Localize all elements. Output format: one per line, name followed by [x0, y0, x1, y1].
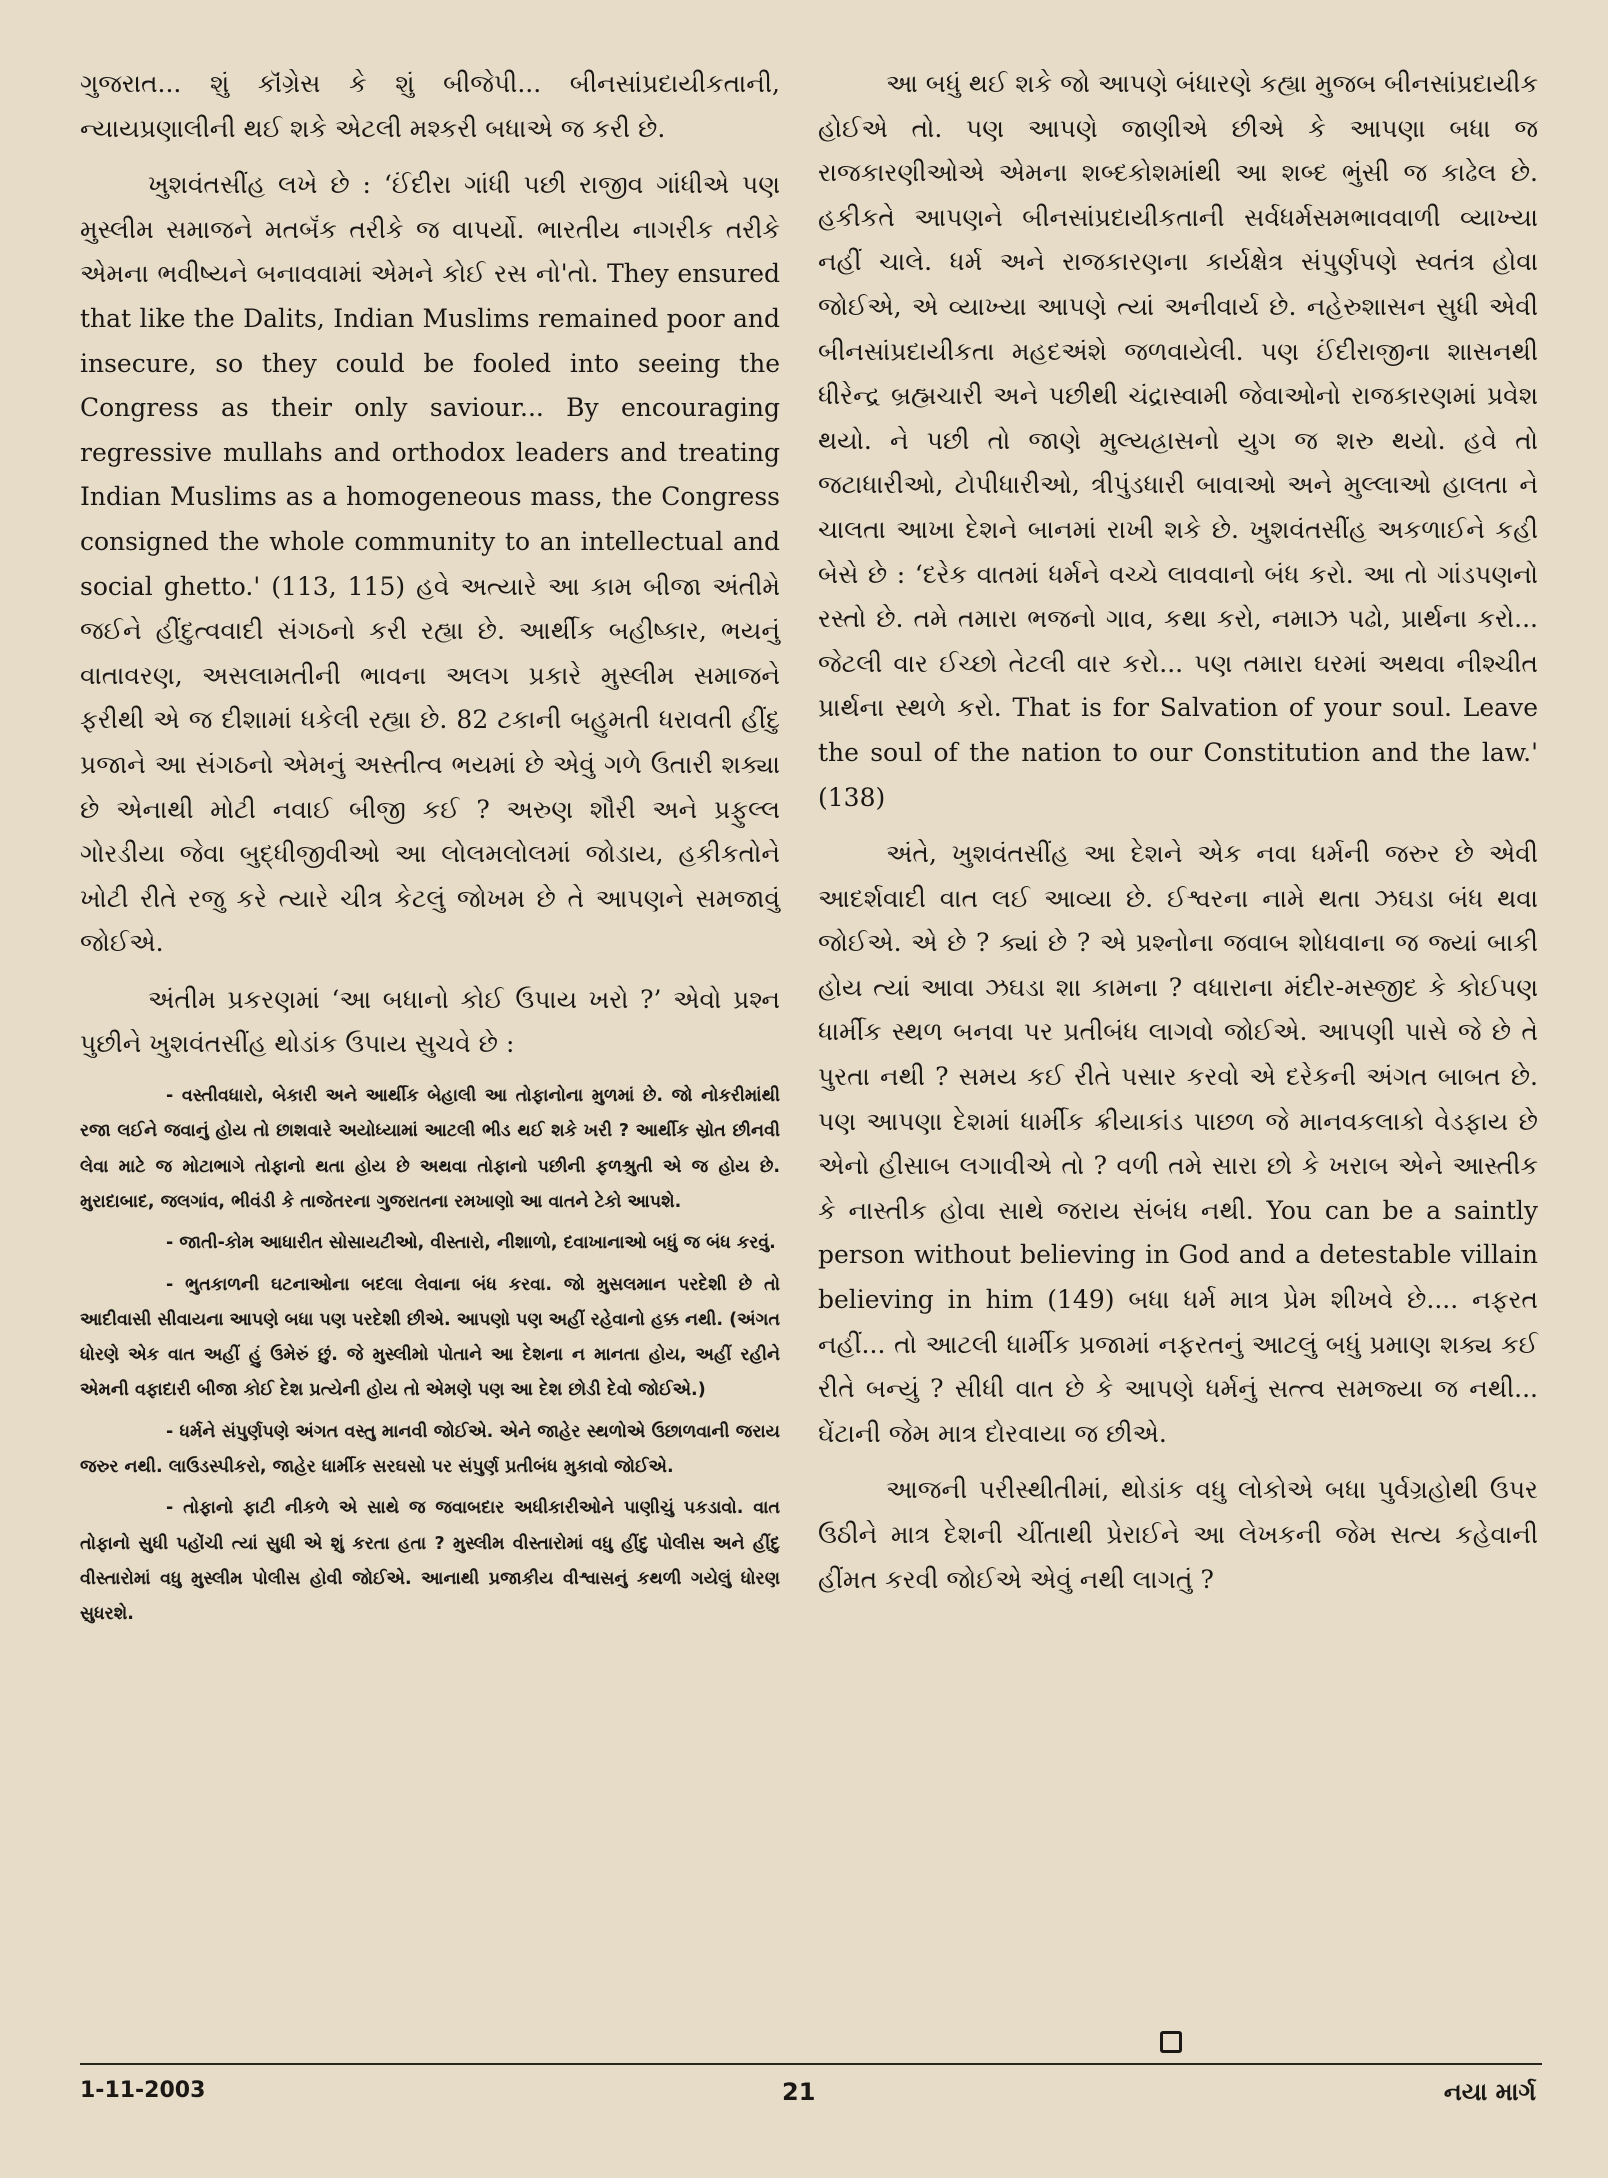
- left-paragraph-1: ગુજરાત... શું કૉંગ્રેસ કે શું બીજેપી... બીનસાંપ્રદાયીકતાની, ન્યાયપ્રણાલીની થઈ શકે એટલી મશ્કરી બધાએ જ કરી છે.: [80, 69, 780, 143]
- magazine-name: નયા માર્ગ: [1443, 2078, 1536, 2106]
- remedy-item-2: - જાતી-કોમ આધારીત સોસાયટીઓ, વીસ્તારો, નીશાળો, દવાખાનાઓ બધું જ બંધ કરવું.: [166, 1233, 776, 1254]
- page-number: 21: [782, 2078, 816, 2106]
- remedy-item-3: - ભુતકાળની ઘટનાઓના બદલા લેવાના બંધ કરવા. જો મુસલમાન પરદેશી છે તો આદીવાસી સીવાયના આપણે બધા પણ પરદેશી છીએ. આપણો પણ અહીં રહેવાનો હક્ક નથી. (અંગત ધોરણે એક વાત અહીં હું ઉમેરું છું. જે મુસ્લીમો પોતાને આ દેશના ન માનતા હોય, અહીં રહીને એમની વફાદારી બીજા કોઈ દેશ પ્રત્યેની હોય તો એમણે પણ આ દેશ છોડી દેવો જોઈએ.): [80, 1274, 780, 1401]
- right-paragraph-3: આજની પરીસ્થીતીમાં, થોડાંક વધુ લોકોએ બધા પુર્વગ્રહોથી ઉપર ઉઠીને માત્ર દેશની ચીંતાથી પ્રેરાઈને આ લેખકની જેમ સત્ય કહેવાની હીંમત કરવી જોઈએ એવું નથી લાગતું ?: [818, 1475, 1538, 1594]
- hollow-square-icon: [1160, 2031, 1182, 2053]
- footer-divider: [80, 2063, 1542, 2065]
- left-paragraph-3: અંતીમ પ્રકરણમાં ‘આ બધાનો કોઈ ઉપાય ખરો ?’ એવો પ્રશ્ન પુછીને ખુશવંતસીંહ થોડાંક ઉપાય સુચવે છે :: [80, 984, 780, 1059]
- remedy-item-1: - વસ્તીવધારો, બેકારી અને આર્થીક બેહાલી આ તોફાનોના મુળમાં છે. જો નોકરીમાંથી રજા લઈને જવાનું હોય તો છાશવારે અયોધ્યામાં આટલી ભીડ થઈ શકે ખરી ? આર્થીક સ્રોત છીનવી લેવા માટે જ મોટાભાગે તોફાનો થતા હોય છે અથવા તોફાનો પછીની ફળશ્રુતી એ જ હોય છે. મુરાદાબાદ, જલગાંવ, ભીવંડી કે તાજેતરના ગુજરાતના રમખાણો આ વાતને ટેકો આપશે.: [80, 1086, 780, 1212]
- left-column: [80, 62, 780, 1639]
- remedy-item-4: - ધર્મને સંપુર્ણપણે અંગત વસ્તુ માનવી જોઈએ. એને જાહેર સ્થળોએ ઉછાળવાની જરાય જરુર નથી. લાઉડસ્પીકરો, જાહેર ધાર્મીક સરઘસો પર સંપુર્ણ પ્રતીબંધ મુકાવો જોઈએ.: [80, 1421, 780, 1478]
- remedy-item-5: - તોફાનો ફાટી નીકળે એ સાથે જ જવાબદાર અધીકારીઓને પાણીચું પકડાવો. વાત તોફાનો સુધી પહોંચી ત્યાં સુધી એ શું કરતા હતા ? મુસ્લીમ વીસ્તારોમાં વધુ હીંદુ પોલીસ અને હીંદુ વીસ્તારોમાં વધુ મુસ્લીમ પોલીસ હોવી જોઈએ. આનાથી પ્રજાકીય વીશ્વાસનું કથળી ગયેલું ધોરણ સુધરશે.: [80, 1498, 780, 1625]
- left-paragraph-2: ખુશવંતસીંહ લખે છે : ‘ઈંદીરા ગાંધી પછી રાજીવ ગાંધીએ પણ મુસ્લીમ સમાજને મતબૅંક તરીકે જ વાપર્યો. ભારતીય નાગરીક તરીકે એમના ભવીષ્યને બનાવવામાં એમને કોઈ રસ નો'તો. They ensured that like the Dalits, Indian Muslims remained poor and insecure, so they could be fooled into seeing the Congress as their only saviour... By encouraging regressive mullahs and orthodox leaders and treating Indian Muslims as a homogeneous mass, the Congress consigned the whole community to an intellectual and social ghetto.' (113, 115) હવે અત્યારે આ કામ બીજા અંતીમે જઈને હીંદુત્વવાદી સંગઠનો કરી રહ્યા છે. આર્થીક બહીષ્કાર, ભયનું વાતાવરણ, અસલામતીની ભાવના અલગ પ્રકારે મુસ્લીમ સમાજને ફરીથી એ જ દીશામાં ધકેલી રહ્યા છે. 82 ટકાની બહુમતી ધરાવતી હીંદુ પ્રજાને આ સંગઠનો એમનું અસ્તીત્વ ભયમાં છે એવું ગળે ઉતારી શક્યા છે એનાથી મોટી નવાઈ બીજી કઈ ? અરુણ શૌરી અને પ્રફુલ્લ ગોરડીયા જેવા બુદ્ધીજીવીઓ આ લોલમલોલમાં જોડાય, હકીકતોને ખોટી રીતે રજુ કરે ત્યારે ચીત્ર કેટલું જોખમ છે તે આપણને સમજાવું જોઈએ.: [80, 170, 780, 958]
- right-column: [818, 62, 1538, 1614]
- right-paragraph-1: આ બધું થઈ શકે જો આપણે બંધારણે કહ્યા મુજબ બીનસાંપ્રદાયીક હોઈએ તો. પણ આપણે જાણીએ છીએ કે આપણા બધા જ રાજકારણીઓએ એમના શબ્દકોશમાંથી આ શબ્દ ભુંસી જ કાઢેલ છે. હકીકતે આપણને બીનસાંપ્રદાયીકતાની સર્વધર્મસમભાવવાળી વ્યાખ્યા નહીં ચાલે. ધર્મ અને રાજકારણના કાર્યક્ષેત્ર સંપુર્ણપણે સ્વતંત્ર હોવા જોઈએ, એ વ્યાખ્યા આપણે ત્યાં અનીવાર્ય છે. નહેરુશાસન સુધી એવી બીનસાંપ્રદાયીકતા મહદઅંશે જળવાયેલી. પણ ઈંદીરાજીના શાસનથી ધીરેન્દ્ર બ્રહ્મચારી અને પછીથી ચંદ્રાસ્વામી જેવાઓનો રાજકારણમાં પ્રવેશ થયો. ને પછી તો જાણે મુલ્યહ્રાસનો યુગ જ શરુ થયો. હવે તો જટાધારીઓ, ટોપીધારીઓ, ત્રીપુંડધારી બાવાઓ અને મુલ્લાઓ હાલતા ને ચાલતા આખા દેશને બાનમાં રાખી શકે છે. ખુશવંતસીંહ અકળાઈને કહી બેસે છે : ‘દરેક વાતમાં ધર્મને વચ્ચે લાવવાનો બંધ કરો. આ તો ગાંડપણનો રસ્તો છે. તમે તમારા ભજનો ગાવ, કથા કરો, નમાઝ પઢો, પ્રાર્થના કરો... જેટલી વાર ઈચ્છો તેટલી વાર કરો... પણ તમારા ઘરમાં અથવા નીશ્ચીત પ્રાર્થના સ્થળે કરો. That is for Salvation of your soul. Leave the soul of the nation to our Constitution and the law.' (138): [818, 69, 1538, 812]
- footer-date: 1-11-2003: [80, 2078, 206, 2103]
- right-paragraph-2: અંતે, ખુશવંતસીંહ આ દેશને એક નવા ધર્મની જરુર છે એવી આદર્શવાદી વાત લઈ આવ્યા છે. ઈશ્વરના નામે થતા ઝઘડા બંધ થવા જોઈએ. એ છે ? ક્યાં છે ? એ પ્રશ્નોના જવાબ શોધવાના જ જ્યાં બાકી હોય ત્યાં આવા ઝઘડા શા કામના ? વધારાના મંદીર-મસ્જીદ કે કોઈપણ ધાર્મીક સ્થળ બનવા પર પ્રતીબંધ લાગવો જોઈએ. આપણી પાસે જે છે તે પુરતા નથી ? સમય કઈ રીતે પસાર કરવો એ દરેકની અંગત બાબત છે. પણ આપણા દેશમાં ધાર્મીક ક્રીયાકાંડ પાછળ જે માનવકલાકો વેડફાય છે એનો હીસાબ લગાવીએ તો ? વળી તમે સારા છો કે ખરાબ એને આસ્તીક કે નાસ્તીક હોવા સાથે જરાય સંબંધ નથી. You can be a saintly person without believing in God and a detestable villain believing in him (149) બધા ધર્મ માત્ર પ્રેમ શીખવે છે.... નફરત નહીં... તો આટલી ધાર્મીક પ્રજામાં નફરતનું આટલું બધું પ્રમાણ શક્ય કઈ રીતે બન્યું ? સીધી વાત છે કે આપણે ધર્મનું સત્ત્વ સમજ્યા જ નથી... ઘેંટાની જેમ માત્ર દોરવાયા જ છીએ.: [818, 839, 1538, 1448]
